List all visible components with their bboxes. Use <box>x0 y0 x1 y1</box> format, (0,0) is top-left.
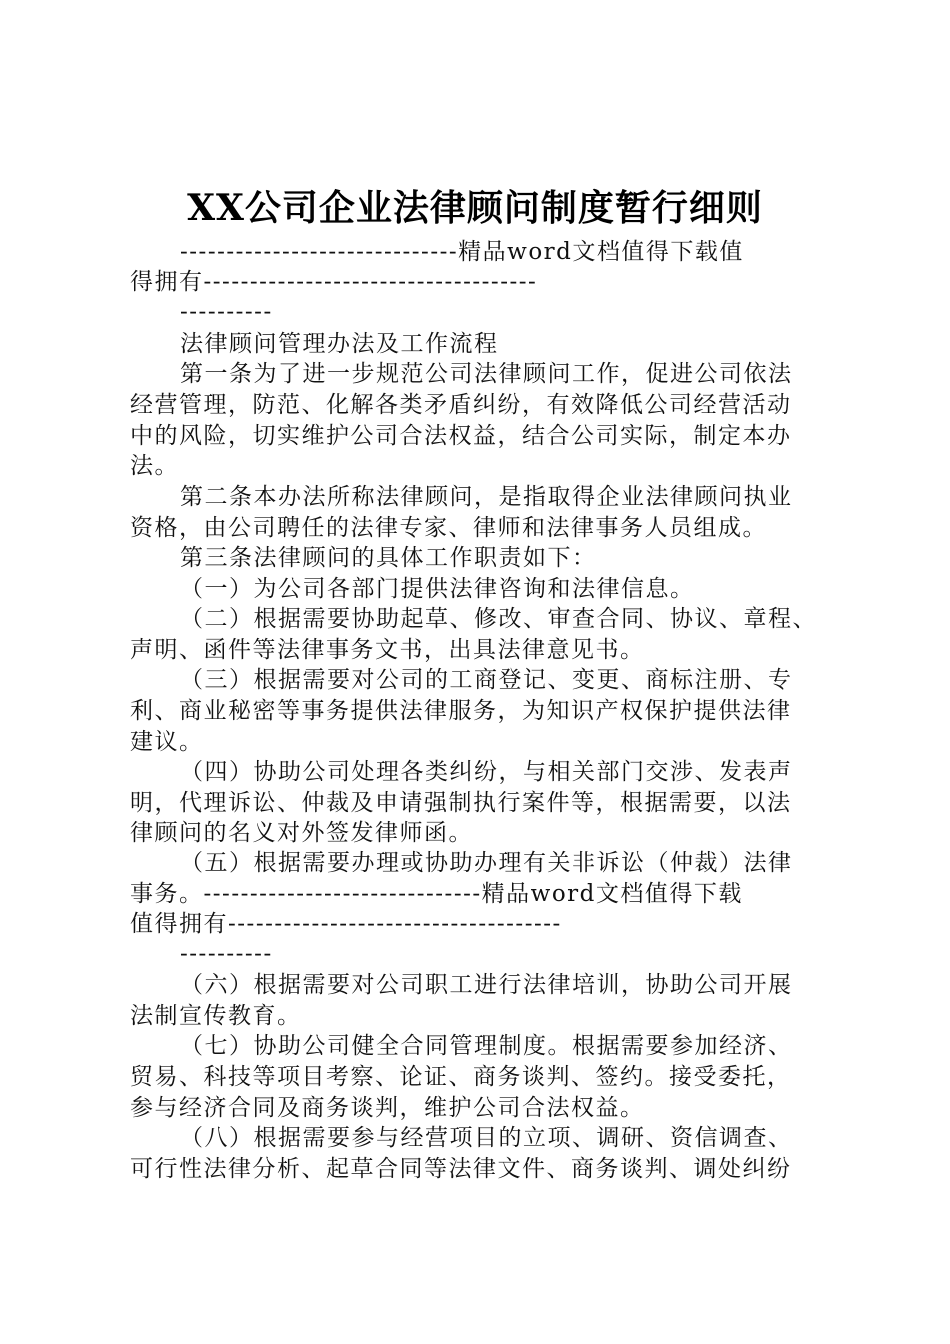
list-item-line: （六）根据需要对公司职工进行法律培训，协助公司开展 <box>180 972 793 998</box>
document-title: XX公司企业法律顾问制度暂行细则 <box>187 187 763 229</box>
list-item-line: （四）协助公司处理各类纠纷，与相关部门交涉、发表声 <box>180 759 793 785</box>
list-item-line: 参与经济合同及商务谈判，维护公司合法权益。 <box>130 1095 645 1121</box>
list-item-line: （三）根据需要对公司的工商登记、变更、商标注册、专 <box>180 667 793 693</box>
paragraph-line: 法。 <box>130 453 179 479</box>
paragraph-line: 资格，由公司聘任的法律专家、律师和法律事务人员组成。 <box>130 515 767 541</box>
watermark-line: 得拥有------------------------------------ <box>130 269 538 295</box>
watermark-line: ------------------------------精品word文档值得下载值 <box>180 239 744 265</box>
list-item-line: 律顾问的名义对外签发律师函。 <box>130 820 473 846</box>
paragraph-line: 第二条本办法所称法律顾问，是指取得企业法律顾问执业 <box>180 484 793 510</box>
paragraph-line: 第三条法律顾问的具体工作职责如下： <box>180 545 597 571</box>
list-item-line: 利、商业秘密等事务提供法律服务，为知识产权保护提供法律 <box>130 698 792 724</box>
paragraph-line: 经营管理，防范、化解各类矛盾纠纷，有效降低公司经营活动 <box>130 392 792 418</box>
section-heading: 法律顾问管理办法及工作流程 <box>180 331 499 357</box>
list-item-line: 声明、函件等法律事务文书，出具法律意见书。 <box>130 637 645 663</box>
list-item-line: （五）根据需要办理或协助办理有关非诉讼（仲裁）法律 <box>180 850 793 876</box>
paragraph-line: 第一条为了进一步规范公司法律顾问工作，促进公司依法 <box>180 361 793 387</box>
list-item-line: （一）为公司各部门提供法律咨询和法律信息。 <box>180 576 695 602</box>
list-item-line: 事务。------------------------------精品word文档值得下载 <box>130 881 743 907</box>
list-item-line: （七）协助公司健全合同管理制度。根据需要参加经济、 <box>180 1033 793 1059</box>
list-item-line: 建议。 <box>130 729 204 755</box>
list-item-line: 明，代理诉讼、仲裁及申请强制执行案件等，根据需要，以法 <box>130 790 792 816</box>
list-item-line: 可行性法律分析、起草合同等法律文件、商务谈判、调处纠纷 <box>130 1156 792 1182</box>
list-item-line: （八）根据需要参与经营项目的立项、调研、资信调查、 <box>180 1125 793 1151</box>
list-item-line: （二）根据需要协助起草、修改、审查合同、协议、章程、 <box>180 606 817 632</box>
list-item-line: 法制宣传教育。 <box>130 1003 302 1029</box>
watermark-line: 值得拥有------------------------------------ <box>130 911 562 937</box>
list-item-line: 贸易、科技等项目考察、论证、商务谈判、签约。接受委托， <box>130 1064 792 1090</box>
watermark-line: ---------- <box>180 941 273 967</box>
watermark-line: ---------- <box>180 299 273 325</box>
paragraph-line: 中的风险，切实维护公司合法权益，结合公司实际，制定本办 <box>130 423 792 449</box>
